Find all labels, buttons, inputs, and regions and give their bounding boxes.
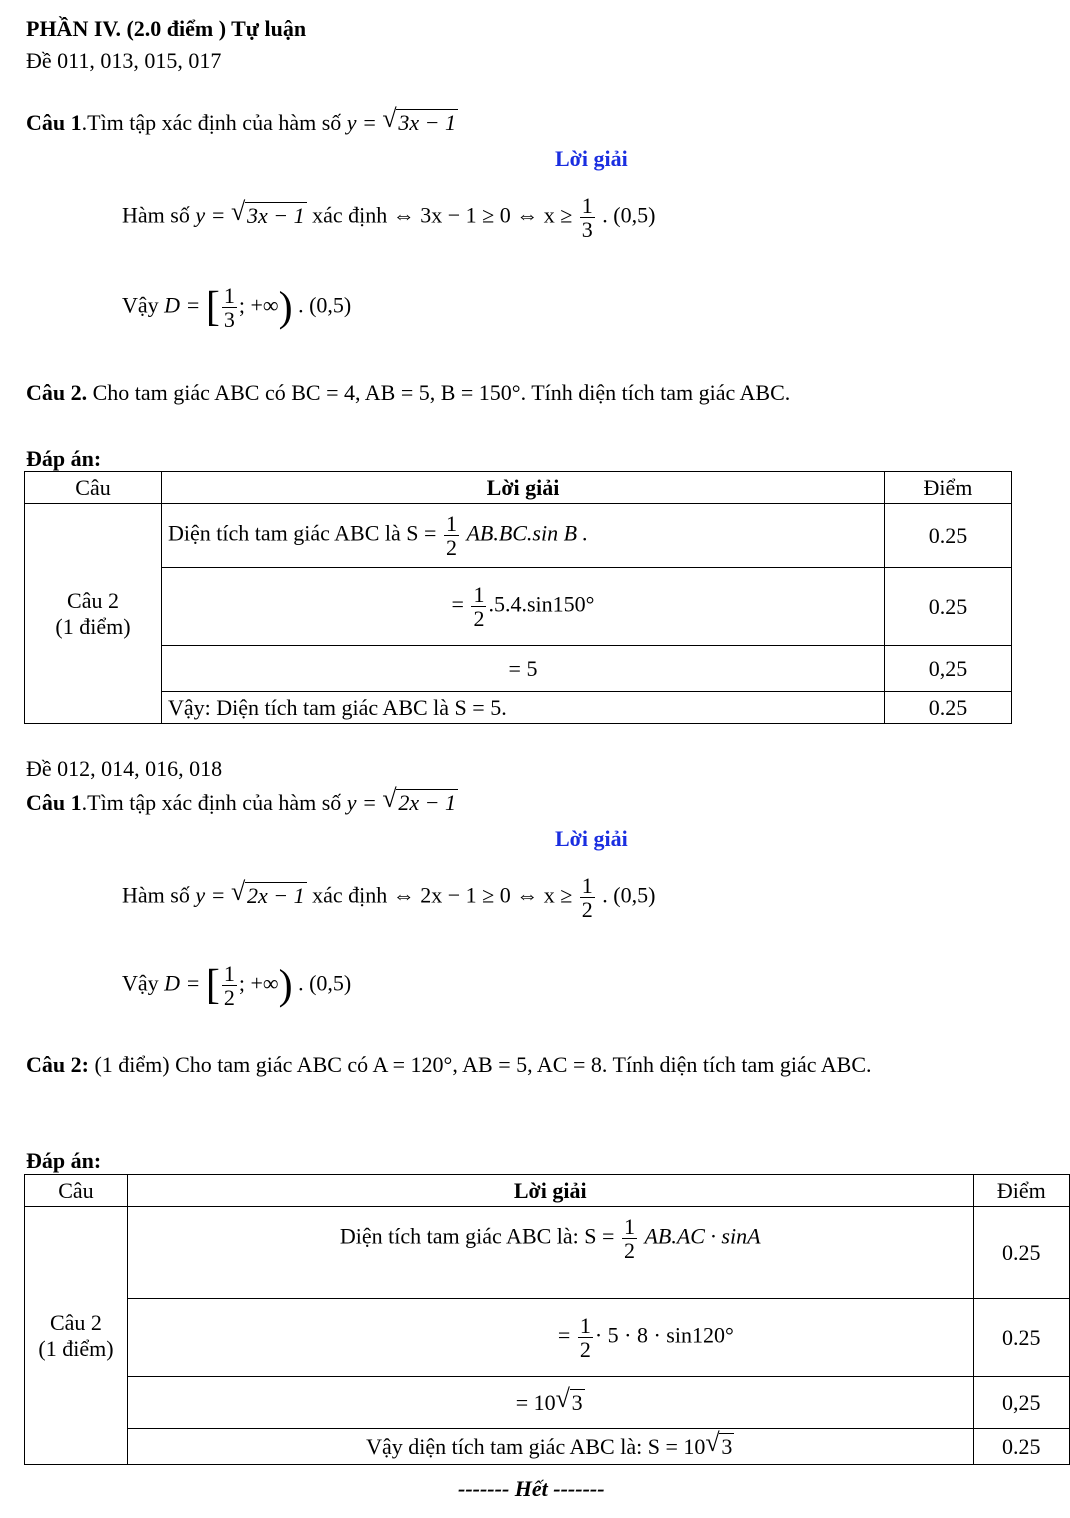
score-2: 0.25 xyxy=(885,568,1012,646)
score-4: 0.25 xyxy=(885,692,1012,724)
score-1: 0.25 xyxy=(885,504,1012,568)
question-2-prompt: Câu 2. Cho tam giác ABC có BC = 4, AB = 5, B = 150°. Tính diện tích tam giác ABC. xyxy=(26,380,791,405)
end-marker: ------- Hết ------- xyxy=(458,1476,605,1501)
score-3: 0,25 xyxy=(885,646,1012,692)
question-1-prompt-2: Câu 1.Tìm tập xác định của hàm số y = √ 2x − 1 xyxy=(26,784,457,815)
answer-heading-2: Đáp án: xyxy=(26,1148,102,1173)
cau-cell: Câu 2 (1 điểm) xyxy=(25,1207,128,1465)
solution-conclusion: Vậy: Diện tích tam giác ABC là S = 5. xyxy=(162,692,885,724)
solution-heading-2: Lời giải xyxy=(555,826,628,851)
header-cau: Câu xyxy=(25,1175,128,1207)
solution-line-conclusion-2: Vậy D = [ $\frac{1}{2}$ ; +∞) . (0,5) xyxy=(122,961,352,1011)
score-2: 0.25 xyxy=(973,1299,1069,1377)
solution-step-1: Diện tích tam giác ABC là S = $\frac{1}{2}$ AB.BC.sin B . xyxy=(162,504,885,568)
solution-conclusion: Vậy diện tích tam giác ABC là: S = 10 √ 3 xyxy=(127,1429,973,1465)
header-loi-giai: Lời giải xyxy=(127,1175,973,1207)
solution-line-domain-2: Hàm số y = √ 2x − 1 xác định ⇔ 2x − 1 ≥ 0 ⇔ x ≥ $\frac{1}{2}$ . (0,5) xyxy=(122,873,656,923)
header-diem: Điểm xyxy=(973,1175,1069,1207)
solution-line-conclusion: Vậy D = [ $\frac{1}{3}$ ; +∞) . (0,5) xyxy=(122,283,352,333)
solution-step-1: Diện tích tam giác ABC là: S = $\frac{1}{2}$ AB.AC · sinA xyxy=(127,1207,973,1299)
score-4: 0.25 xyxy=(973,1429,1069,1465)
solution-step-2: = $\frac{1}{2}$ · 5 · 8 · sin120° xyxy=(127,1299,973,1377)
solution-step-3: = 10 √ 3 xyxy=(127,1377,973,1429)
question-2-prompt-2: Câu 2: (1 điểm) Cho tam giác ABC có A = 120°, AB = 5, AC = 8. Tính diện tích tam giác ABC. xyxy=(26,1052,872,1077)
score-3: 0,25 xyxy=(973,1377,1069,1429)
answer-table-2 xyxy=(24,1174,1070,1465)
exam-codes-2: Đề 012, 014, 016, 018 xyxy=(26,756,223,781)
solution-line-domain: Hàm số y = √ 3x − 1 xác định ⇔ 3x − 1 ≥ 0 ⇔ x ≥ $\frac{1}{3}$ . (0,5) xyxy=(122,193,656,243)
cau-cell: Câu 2 (1 điểm) xyxy=(25,504,162,724)
solution-heading: Lời giải xyxy=(555,146,628,171)
score-1: 0.25 xyxy=(973,1207,1069,1299)
solution-step-2: = $\frac{1}{2}$ .5.4.sin150° xyxy=(162,568,885,646)
header-loi-giai: Lời giải xyxy=(162,472,885,504)
exam-codes-1: Đề 011, 013, 015, 017 xyxy=(26,48,222,73)
section-title: PHẦN IV. (2.0 điểm ) Tự luận xyxy=(26,16,307,41)
header-cau: Câu xyxy=(25,472,162,504)
question-1-prompt: Câu 1.Tìm tập xác định của hàm số y = √ 3x − 1 xyxy=(26,104,457,135)
solution-step-3: = 5 xyxy=(162,646,885,692)
header-diem: Điểm xyxy=(885,472,1012,504)
answer-table-1 xyxy=(24,471,1012,724)
answer-heading: Đáp án: xyxy=(26,446,102,471)
